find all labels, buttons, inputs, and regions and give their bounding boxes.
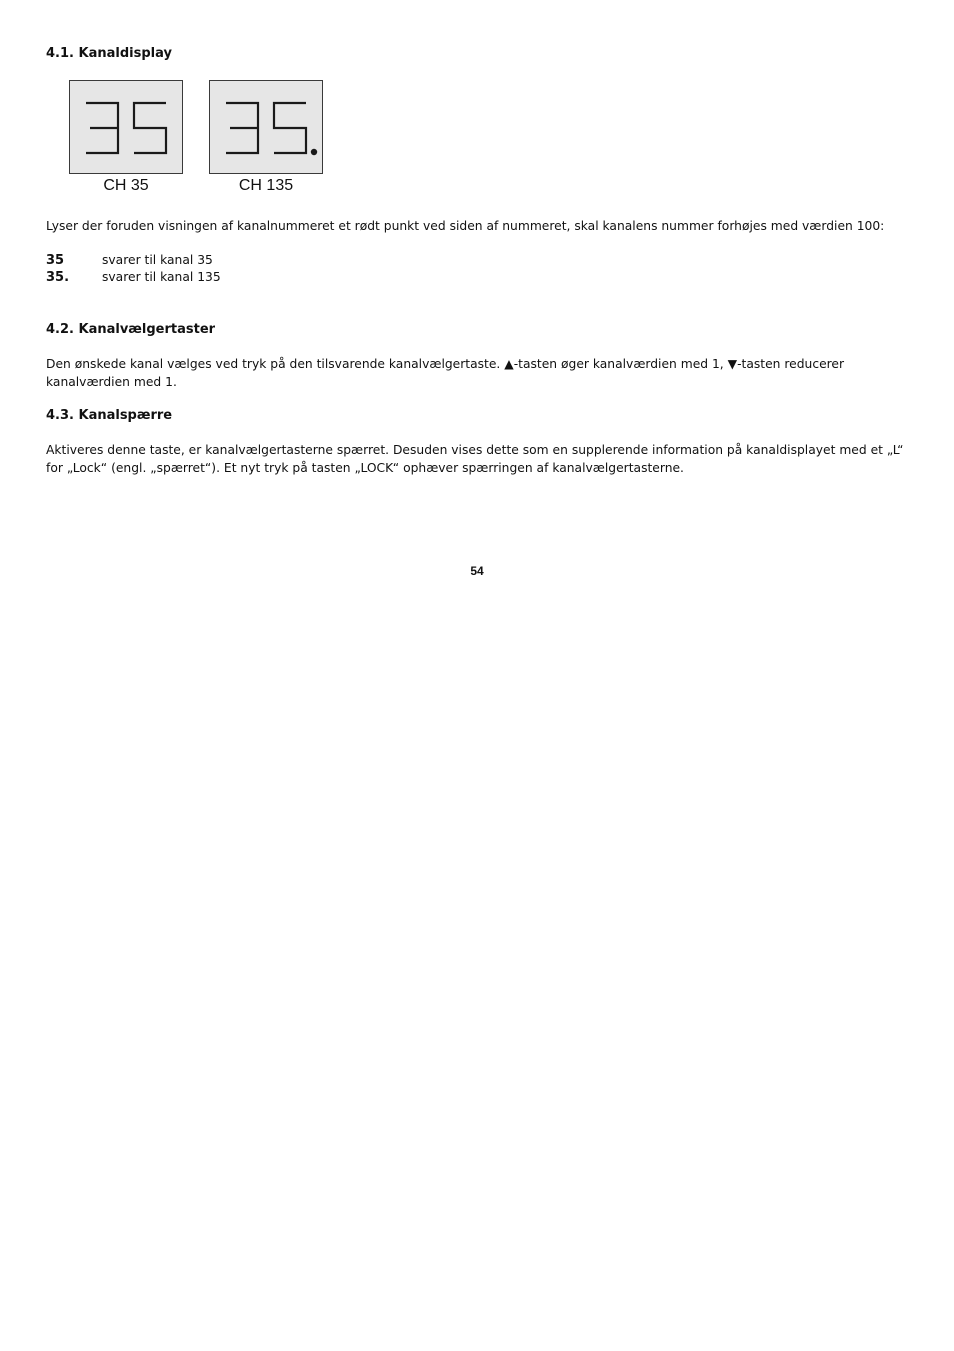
section-heading-kanalvaelgertaster: 4.2. Kanalvælgertaster xyxy=(46,322,216,337)
row-key: 35 xyxy=(46,253,65,268)
row-value: svarer til kanal 135 xyxy=(102,270,221,284)
display-caption-ch135: CH 135 xyxy=(238,177,294,194)
paragraph-kanaldisplay: Lyser der foruden visningen af kanalnummeret et rødt punkt ved siden af nummeret, skal kanalens nummer forhøjes med værdien 100: xyxy=(46,219,885,233)
paragraph-kanalvaelgertaster: Den ønskede kanal vælges ved tryk på den tilsvarende kanalvælgertaste. ▲-tasten øger kanalværdien med 1, ▼-tasten reducerer kanalværdien med 1. xyxy=(46,357,845,389)
seven-segment-digits-with-dot xyxy=(210,81,324,175)
channel-display-35 xyxy=(69,80,183,174)
decimal-point-dot xyxy=(311,149,317,155)
row-key: 35. xyxy=(46,270,70,285)
section-heading-kanalspaerre: 4.3. Kanalspærre xyxy=(46,408,173,423)
row-value: svarer til kanal 35 xyxy=(102,253,213,267)
display-caption-ch35: CH 35 xyxy=(103,177,149,194)
page-number: 54 xyxy=(470,564,484,578)
seven-segment-digits xyxy=(70,81,184,175)
channel-display-135 xyxy=(209,80,323,174)
paragraph-kanalspaerre: Aktiveres denne taste, er kanalvælgertasterne spærret. Desuden vises dette som en supplerende information på kanaldisplayet med et „L“ for „Lock“ (engl. „spærret“). Et nyt tryk på tasten „LOCK“ ophæver spærringen af kanalvælgertasterne. xyxy=(46,443,904,475)
section-heading-kanaldisplay: 4.1. Kanaldisplay xyxy=(46,46,172,61)
